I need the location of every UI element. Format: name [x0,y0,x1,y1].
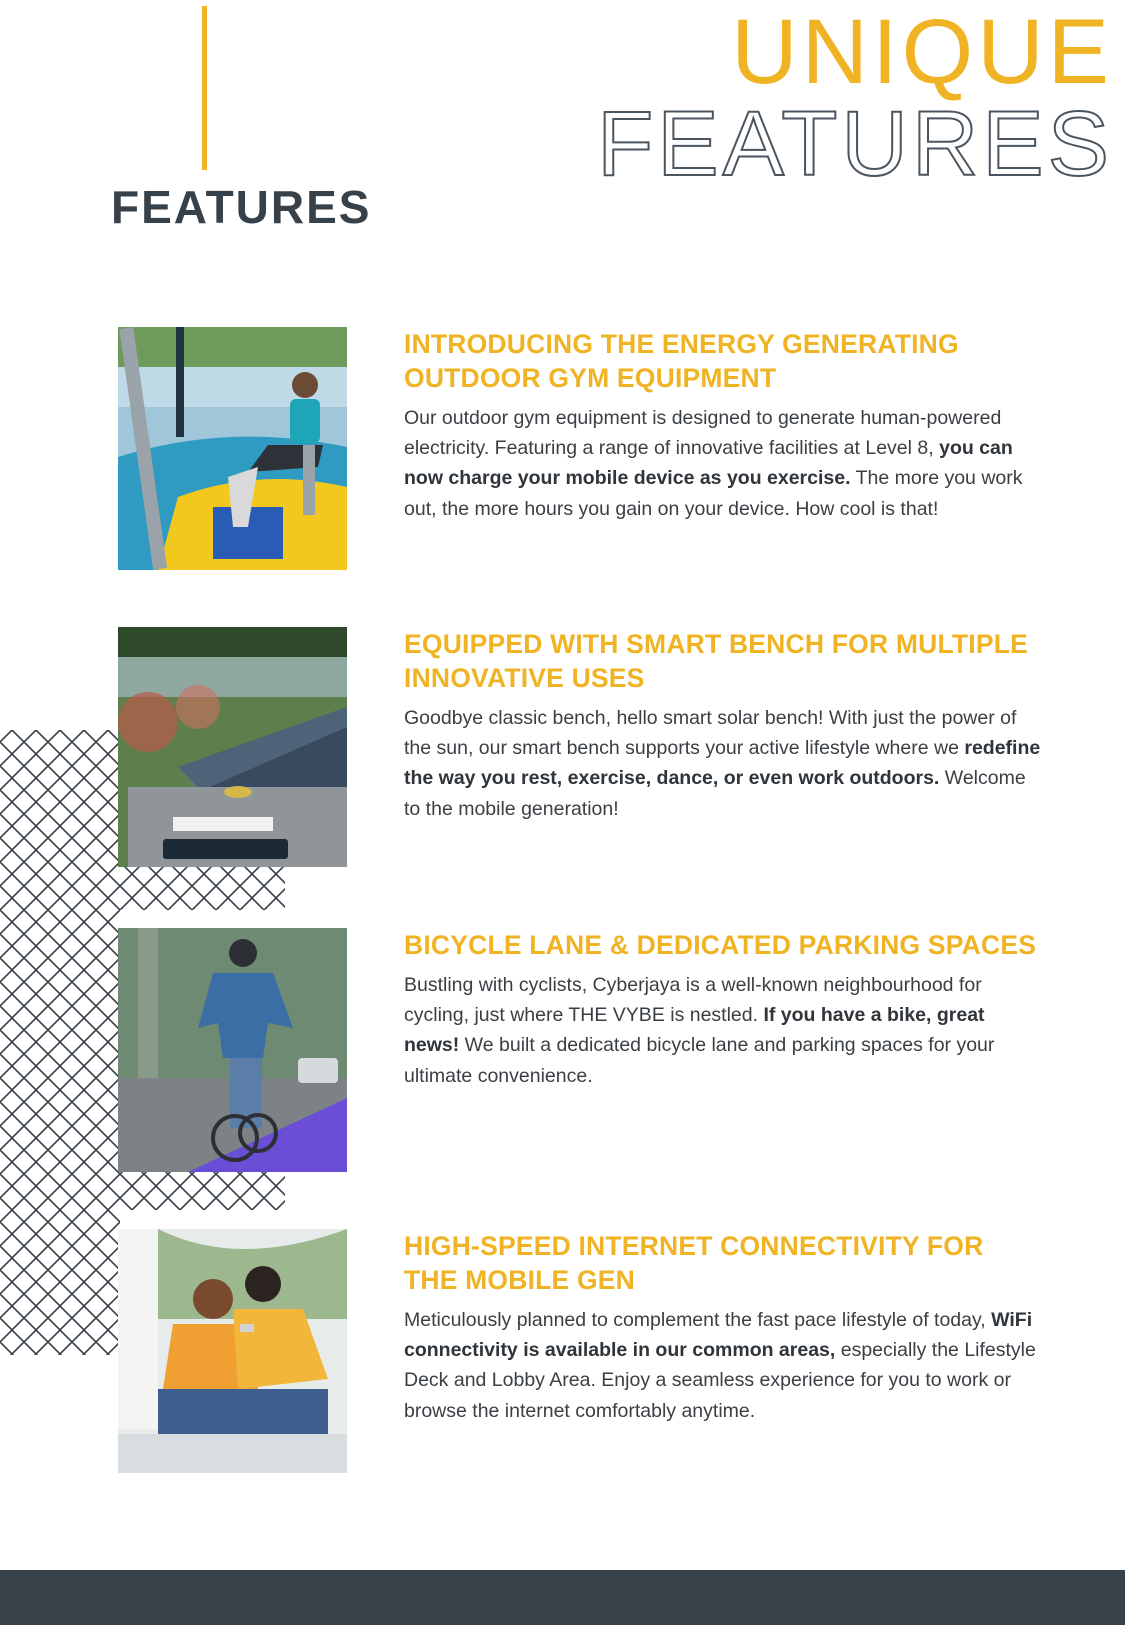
outdoor-gym-photo [118,327,347,570]
footer-bar [0,1570,1125,1625]
accent-divider-line [202,6,207,170]
feature-text [404,327,1044,524]
feature-description: Goodbye classic bench, hello smart solar bench! With just the power of the sun, our smart bench supports your active lifestyle where we redefine the way you rest, exercise, dance, or even work outdoors. Welcome to the mobile generation! [404,707,1041,820]
feature-title: HIGH-SPEED INTERNET CONNECTIVITY FOR THE MOBILE GEN [404,1231,984,1295]
feature-description: Bustling with cyclists, Cyberjaya is a well-known neighbourhood for cycling, just where THE VYBE is nestled. If you have a bike, great news! We built a dedicated bicycle lane and parking spaces for your ultimate convenience. [404,974,995,1087]
feature-text [404,627,1044,824]
couple-with-phone-photo [118,1229,347,1473]
hero-title-line2: FEATURES [597,93,1113,195]
hero-title-line1: UNIQUE [731,1,1113,103]
feature-title: EQUIPPED WITH SMART BENCH FOR MULTIPLE INNOVATIVE USES [404,629,1028,693]
feature-text [404,928,1044,1091]
feature-title: INTRODUCING THE ENERGY GENERATING OUTDOOR GYM EQUIPMENT [404,329,959,393]
smart-bench-photo [118,627,347,867]
feature-highlight: WiFi connectivity is available in our common areas, [404,1309,1033,1362]
feature-highlight: you can now charge your mobile device as you exercise. [404,437,1013,490]
feature-highlight: redefine the way you rest, exercise, dance, or even work outdoors. [404,737,1041,790]
feature-highlight: If you have a bike, great news! [404,1004,985,1057]
section-label: FEATURES [111,181,372,233]
feature-description: Meticulously planned to complement the fast pace lifestyle of today, WiFi connectivity is available in our common areas, especially the Lifestyle Deck and Lobby Area. Enjoy a seamless experience for you to work or browse the internet comfortably anytime. [404,1309,1036,1422]
hero-title [597,1,1113,195]
cyclist-photo [118,928,347,1172]
feature-description: Our outdoor gym equipment is designed to generate human-powered electricity. Featuring a range of innovative facilities at Level 8, you can now charge your mobile device as you exercise. The more you work out, the more hours you gain on your device. How cool is that! [404,407,1023,520]
feature-text [404,1229,1044,1426]
feature-title: BICYCLE LANE & DEDICATED PARKING SPACES [404,930,1037,960]
